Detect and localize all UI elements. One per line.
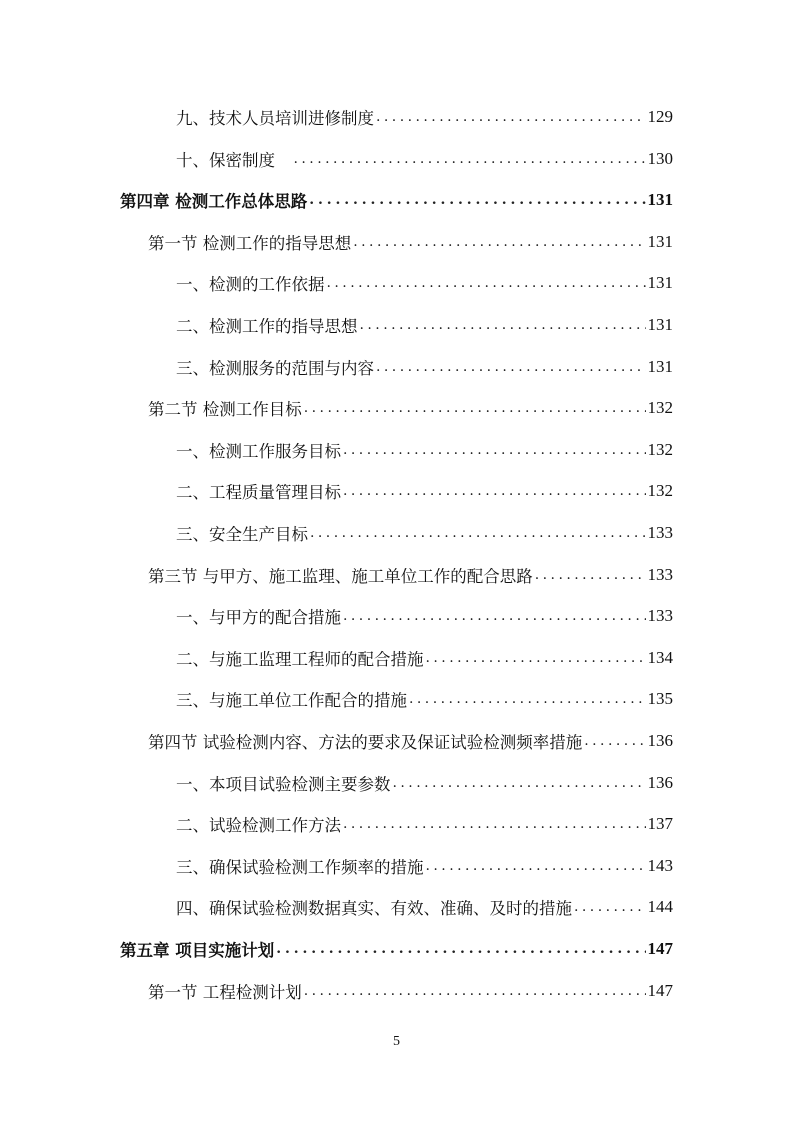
toc-item-entry[interactable] <box>176 603 673 629</box>
toc-entry-page: 136 <box>647 731 673 750</box>
toc-entry-title: 三、确保试验检测工作频率的措施 <box>176 857 424 877</box>
toc-entry-title: 四、确保试验检测数据真实、有效、准确、及时的措施 <box>176 899 572 919</box>
toc-entry-title: 一、检测工作服务目标 <box>176 441 341 461</box>
toc-entry-title: 第三节 与甲方、施工监理、施工单位工作的配合思路 <box>148 566 533 586</box>
toc-entry-page: 133 <box>647 564 673 584</box>
toc-entry-title: 二、试验检测工作方法 <box>176 816 341 836</box>
toc-item-entry[interactable] <box>176 437 673 463</box>
toc-entry-title: 第四节 试验检测内容、方法的要求及保证试验检测频率措施 <box>148 733 583 752</box>
toc-entry-page: 131 <box>647 315 673 334</box>
toc-entry-title: 三、与施工单位工作配合的措施 <box>176 691 407 711</box>
dot-leader <box>343 442 646 458</box>
dot-leader <box>304 983 646 999</box>
dot-leader <box>276 941 645 957</box>
toc-entry-title: 三、检测服务的范围与内容 <box>176 358 374 378</box>
toc-item-entry[interactable] <box>176 146 673 172</box>
toc-entry-page: 132 <box>647 481 673 501</box>
toc-entry-page: 129 <box>647 107 673 126</box>
dot-leader <box>426 858 646 874</box>
toc-entry-page: 137 <box>647 814 673 834</box>
dot-leader <box>310 525 646 541</box>
toc-entry-page: 131 <box>647 273 673 293</box>
toc-entry-title: 三、安全生产目标 <box>176 525 308 544</box>
toc-entry-page: 132 <box>647 439 673 459</box>
dot-leader <box>343 608 646 624</box>
toc-chapter-entry[interactable] <box>120 936 673 962</box>
toc-item-entry[interactable] <box>176 770 673 796</box>
toc-item-entry[interactable] <box>176 853 673 879</box>
toc-entry-title: 一、本项目试验检测主要参数 <box>176 774 391 794</box>
toc-item-entry[interactable] <box>176 104 673 130</box>
toc-entry-page: 131 <box>647 356 673 376</box>
toc-entry-page: 144 <box>647 897 673 917</box>
dot-leader <box>304 400 646 416</box>
toc-item-entry[interactable] <box>176 894 673 920</box>
page-number: 5 <box>393 1034 400 1049</box>
toc-entry-title: 二、检测工作的指导思想 <box>176 317 358 336</box>
toc-item-entry[interactable] <box>176 811 673 837</box>
toc-entry-title: 第一节 工程检测计划 <box>148 982 302 1002</box>
toc-entry-title: 一、与甲方的配合措施 <box>176 608 341 628</box>
toc-entry-title: 十、保密制度 <box>176 150 292 170</box>
toc-entry-page: 131 <box>647 231 673 251</box>
dot-leader <box>343 816 646 832</box>
toc-entry-page: 136 <box>647 772 673 792</box>
toc-section-entry[interactable] <box>148 562 673 588</box>
toc-chapter-entry[interactable] <box>120 187 673 213</box>
toc-entry-page: 133 <box>647 606 673 626</box>
toc-entry-title: 二、工程质量管理目标 <box>176 483 341 503</box>
dot-leader <box>327 275 646 291</box>
toc-entry-page: 130 <box>647 148 673 168</box>
toc-entry-page: 147 <box>647 939 673 958</box>
dot-leader <box>294 151 646 167</box>
dot-leader <box>343 483 646 499</box>
toc-item-entry[interactable] <box>176 520 673 546</box>
toc-entry-page: 143 <box>647 855 673 875</box>
toc-entry-page: 147 <box>647 980 673 1000</box>
toc-entry-page: 135 <box>647 689 673 709</box>
dot-leader <box>574 899 646 915</box>
dot-leader <box>393 775 646 791</box>
toc-entry-page: 131 <box>647 190 673 210</box>
dot-leader <box>584 733 645 749</box>
dot-leader <box>360 317 646 333</box>
toc-entry-title: 第二节 检测工作目标 <box>148 400 302 420</box>
toc-section-entry[interactable] <box>148 229 673 255</box>
toc-entry-page: 134 <box>647 647 673 667</box>
toc-entry-page: 132 <box>647 398 673 418</box>
toc-section-entry[interactable] <box>148 978 673 1004</box>
dot-leader <box>535 567 646 583</box>
toc-item-entry[interactable] <box>176 270 673 296</box>
toc-item-entry[interactable] <box>176 312 673 338</box>
toc-entry-page: 133 <box>647 523 673 542</box>
toc-item-entry[interactable] <box>176 686 673 712</box>
toc-entry-title: 一、检测的工作依据 <box>176 275 325 295</box>
toc-section-entry[interactable] <box>148 728 673 754</box>
toc-item-entry[interactable] <box>176 354 673 380</box>
toc-item-entry[interactable] <box>176 478 673 504</box>
toc-entry-title: 第一节 检测工作的指导思想 <box>148 233 352 253</box>
toc-item-entry[interactable] <box>176 645 673 671</box>
dot-leader <box>409 691 646 707</box>
dot-leader <box>376 109 646 125</box>
dot-leader <box>376 359 646 375</box>
toc-entry-title: 九、技术人员培训进修制度 <box>176 109 374 128</box>
dot-leader <box>309 192 645 208</box>
dot-leader <box>426 650 646 666</box>
toc-entry-title: 第四章 检测工作总体思路 <box>120 192 308 212</box>
toc-entry-title: 二、与施工监理工程师的配合措施 <box>176 649 424 669</box>
dot-leader <box>353 234 645 250</box>
toc-entry-title: 第五章 项目实施计划 <box>120 941 275 960</box>
toc-section-entry[interactable] <box>148 395 673 421</box>
